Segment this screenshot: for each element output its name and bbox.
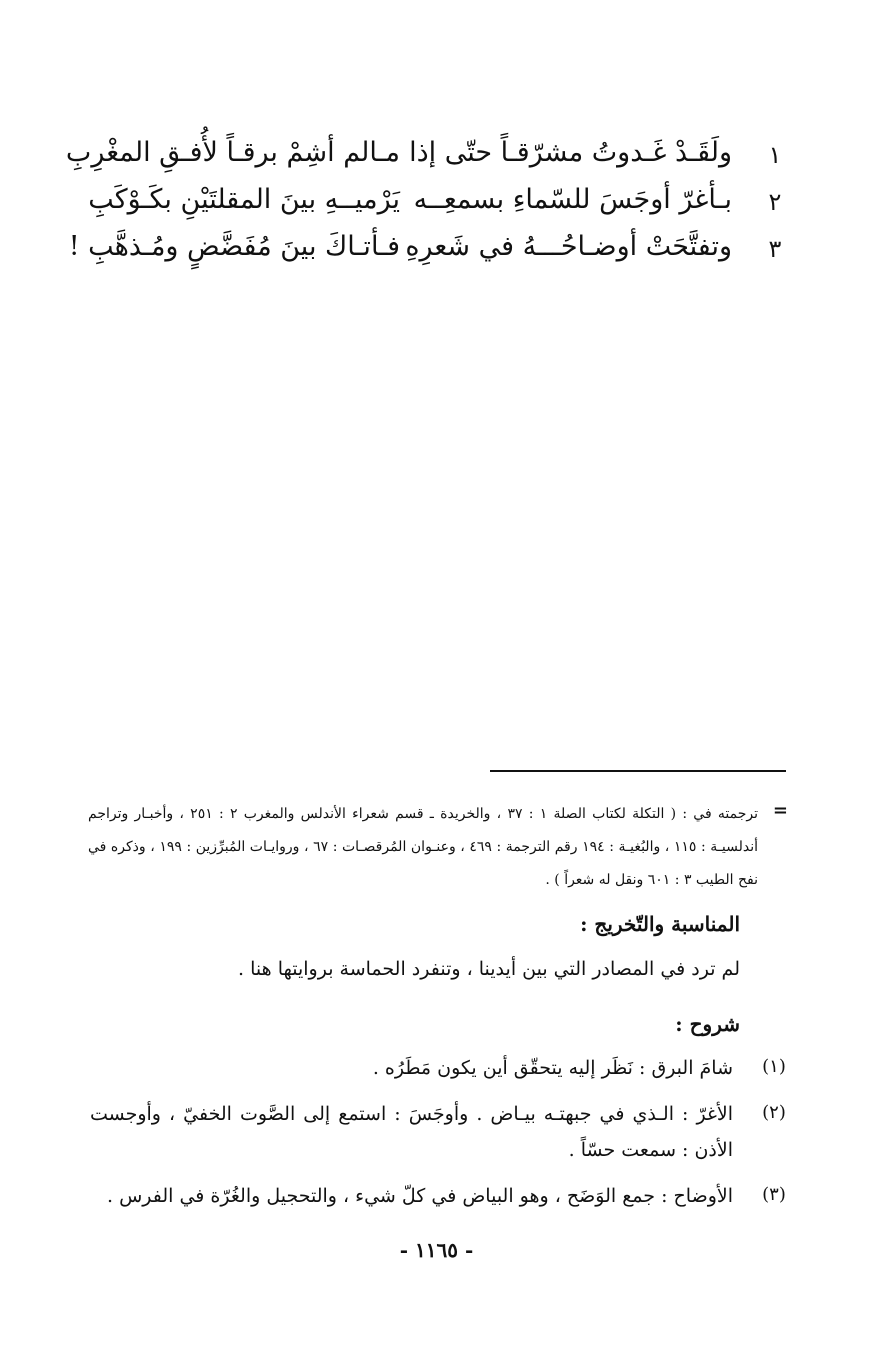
verse-line <box>65 135 790 182</box>
note-number: (٢) <box>762 1102 786 1123</box>
note-text: الأوضاح : جمع الوَضَح ، وهو البياض في كلّ شيء ، والتحجيل والغُرّة في الفرس . <box>107 1185 733 1207</box>
verse-first-hemistich: بـأغرّ أوجَسَ للسّماءِ بسمعِــه <box>413 184 732 215</box>
notes-heading: شروح : <box>675 1012 740 1036</box>
continuation-mark: = <box>772 800 788 821</box>
verse-line <box>68 229 790 276</box>
verse-second-hemistich: فـأتـاكَ بينَ مُفَضَّضٍ ومُـذهَّبِ ! <box>68 231 400 262</box>
verse-second-hemistich: مـالم أشِمْ برقـاً لأُفـقِ المغْرِبِ <box>65 137 400 168</box>
source-note <box>88 798 788 897</box>
verse-number: ٢ <box>768 188 782 216</box>
occasion-heading: المناسبة والتّخريج : <box>580 912 740 936</box>
note-text: الأغرّ : الـذي في جبهتـه بيـاض . وأوجَسَ : استمع إلى الصَّوت الخفيّ ، وأوجست الأذن : سمعت حسّاً . <box>90 1103 733 1161</box>
page-number: - ١١٦٥ - <box>399 1238 474 1262</box>
note-number: (١) <box>762 1056 786 1077</box>
source-note-text: ترجمته في : ( التكلة لكتاب الصلة ١ : ٣٧ ، والخريدة ـ قسم شعراء الأندلس والمغرب ٢ : ٢٥١ ، وأخبـار وتراجم أندلسيـة : ١١٥ ، والبُغيـة : ١٩٤ رقم الترجمة : ٤٦٩ ، وعنـوان المُرقصـات : ٦٧ ، وروايـات المُبرِّزين : ١٩٩ ، وذكره في نفح الطيب ٣ : ٦٠١ ونقل له شعراً ) . <box>88 806 759 888</box>
occasion-paragraph: لم ترد في المصادر التي بين أيدينا ، وتنفرد الحماسة بروايتها هنا . <box>238 958 740 980</box>
note-item <box>90 1096 790 1168</box>
note-item <box>90 1178 790 1214</box>
verse-first-hemistich: وتفتَّحَتْ أوضـاحُـــهُ في شَعرِهِ <box>405 231 732 262</box>
verse-line <box>80 182 790 229</box>
verse-second-hemistich: يَرْميــهِ بينَ المقلتَيْنِ بكَـوْكَبِ <box>88 184 400 215</box>
verse-number: ٣ <box>768 235 782 263</box>
verse-number: ١ <box>768 141 782 169</box>
footnote-divider <box>490 770 786 772</box>
verse-first-hemistich: ولَقَـدْ غَـدوتُ مشرّقـاً حتّى إذا <box>409 137 732 168</box>
poem-block <box>65 135 790 276</box>
note-item <box>90 1050 790 1086</box>
note-number: (٣) <box>762 1184 786 1205</box>
notes-list <box>90 1050 790 1224</box>
note-text: شامَ البرق : نَظَر إليه يتحقّق أين يكون مَطَرُه . <box>372 1057 733 1079</box>
